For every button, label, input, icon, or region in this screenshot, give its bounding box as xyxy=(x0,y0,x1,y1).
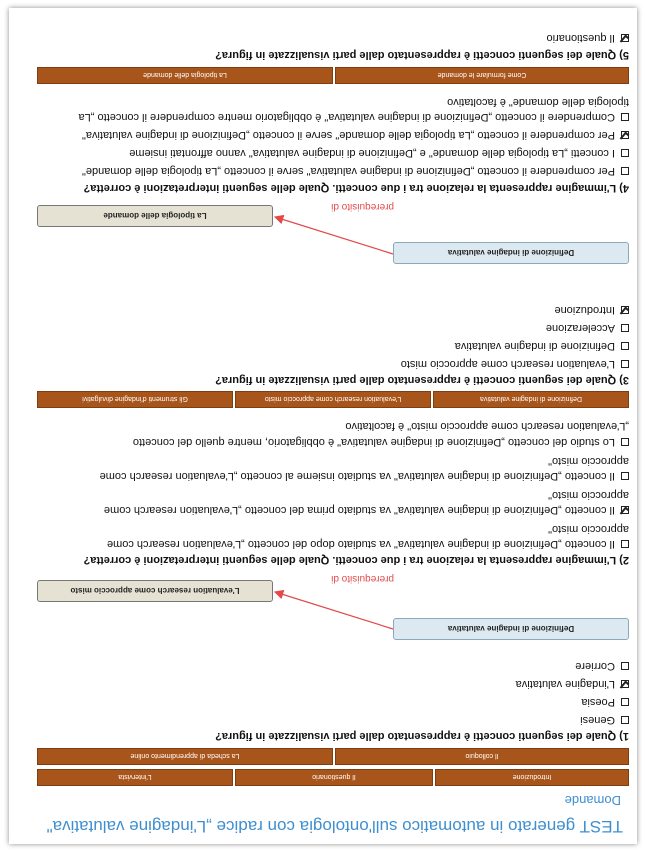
question-3: 3) Quale dei seguenti concetti è rappresentato dalle parti visualizzate in figura? xyxy=(215,374,629,386)
answer-continuation: „L'evaluation research come approccio misto" è facoltativo xyxy=(345,420,629,432)
checkbox-checked[interactable] xyxy=(621,131,629,139)
concept-bar: Il questionario xyxy=(235,769,433,786)
concept-box-source: Definizione di indagine valutativa xyxy=(393,618,629,640)
checkbox[interactable] xyxy=(621,342,629,350)
answer-option[interactable]: Introduzione xyxy=(554,304,629,316)
answer-option[interactable]: Il questionario xyxy=(547,32,630,44)
checkbox[interactable] xyxy=(621,472,629,480)
concept-bar: Introduzione xyxy=(435,769,629,786)
question-5: 5) Quale dei seguenti concetti è rappresentato dalle parti visualizzate in figura? xyxy=(215,49,629,61)
question-4: 4) L'immagine rappresenta la relazione tra i due concetti. Quale delle seguenti interpretazioni è corretta? xyxy=(83,182,629,194)
concept-bar: La scheda di apprendimento online xyxy=(37,748,333,765)
answer-option[interactable]: Accelerazione xyxy=(546,322,629,334)
answer-option[interactable]: Comprendere il concetto „Definizione di indagine valutativa" è obbligatorio mentre comprendere il concetto „La xyxy=(79,111,629,123)
checkbox[interactable] xyxy=(621,113,629,121)
concept-bar: L'evaluation research come approccio misto xyxy=(235,391,431,408)
concept-box-source: Definizione di indagine valutativa xyxy=(393,242,629,264)
checkbox-checked[interactable] xyxy=(621,34,629,42)
answer-option[interactable]: Per comprendere il concetto „La tipologia delle domande" serve il concetto „Definizione di indagine valutativa" xyxy=(82,129,629,141)
document-page xyxy=(9,8,637,844)
answer-continuation: approccio misto" xyxy=(548,489,629,501)
answer-continuation: tipologia delle domande" è facoltativo xyxy=(447,96,629,108)
answer-continuation: approccio misto" xyxy=(548,523,629,535)
answer-option[interactable]: Genesi xyxy=(580,714,629,726)
answer-option[interactable]: I concetti „La tipologia delle domande" e „Definizione di indagine valutativa" vanno affrontati insieme xyxy=(129,147,629,159)
concept-bar: Gli strumenti d'indagine divulgativi xyxy=(37,391,233,408)
concept-bar: La tipologia delle domande xyxy=(37,67,333,84)
concept-bar: Il colloquio xyxy=(335,748,629,765)
answer-option[interactable]: Il concetto „Definizione di indagine valutativa" va studiato dopo del concetto „L'evaluation research come xyxy=(107,538,629,550)
checkbox[interactable] xyxy=(621,324,629,332)
checkbox[interactable] xyxy=(621,438,629,446)
answer-option[interactable]: Per comprendere il concetto „Definizione di indagine valutativa" serve il concetto „La tipologia delle domande" xyxy=(82,165,629,177)
concept-box-target: L'evaluation research come approccio misto xyxy=(37,580,273,602)
checkbox[interactable] xyxy=(621,167,629,175)
answer-option[interactable]: Poesia xyxy=(581,696,629,708)
answer-option[interactable]: L'evaluation research come approccio misto xyxy=(401,358,629,370)
answer-option[interactable]: Il concetto „Definizione di indagine valutativa" va studiato prima del concetto „L'evaluation research come xyxy=(104,504,629,516)
checkbox-checked[interactable] xyxy=(621,506,629,514)
answer-option[interactable]: Il concetto „Definizione di indagine valutativa" va studiato insieme al concetto „L'evaluation research come xyxy=(100,470,629,482)
checkbox-checked[interactable] xyxy=(621,306,629,314)
question-2: 2) L'immagine rappresenta la relazione tra i due concetti. Quale delle seguenti interpretazioni è corretta? xyxy=(83,554,629,566)
section-heading: Domande xyxy=(564,793,621,808)
answer-option[interactable]: Definizione di indagine valutativa xyxy=(455,340,629,352)
concept-bar: Definizione di indagine valutativa xyxy=(433,391,629,408)
checkbox[interactable] xyxy=(621,540,629,548)
answer-option[interactable]: Lo studio del concetto „Definizione di indagine valutativa" è obbligatorio, mentre quello del concetto xyxy=(133,436,629,448)
answer-option[interactable]: Corriere xyxy=(575,660,629,672)
checkbox[interactable] xyxy=(621,149,629,157)
concept-bar: L'intervista xyxy=(37,769,233,786)
page-title: TEST generato in automatico sull'ontologia con radice „L'indagine valutativa" xyxy=(46,817,623,836)
concept-box-target: La tipologia delle domande xyxy=(37,205,273,227)
answer-option[interactable]: L'indagine valutativa xyxy=(516,678,629,690)
question-1: 1) Quale dei seguenti concetti è rappresentato dalle parti visualizzate in figura? xyxy=(215,730,629,742)
relation-label: prerequisito di xyxy=(331,201,394,212)
relation-label: prerequisito di xyxy=(331,573,394,584)
checkbox[interactable] xyxy=(621,360,629,368)
answer-continuation: approccio misto" xyxy=(548,455,629,467)
concept-bar: Come formulare le domande xyxy=(335,67,629,84)
